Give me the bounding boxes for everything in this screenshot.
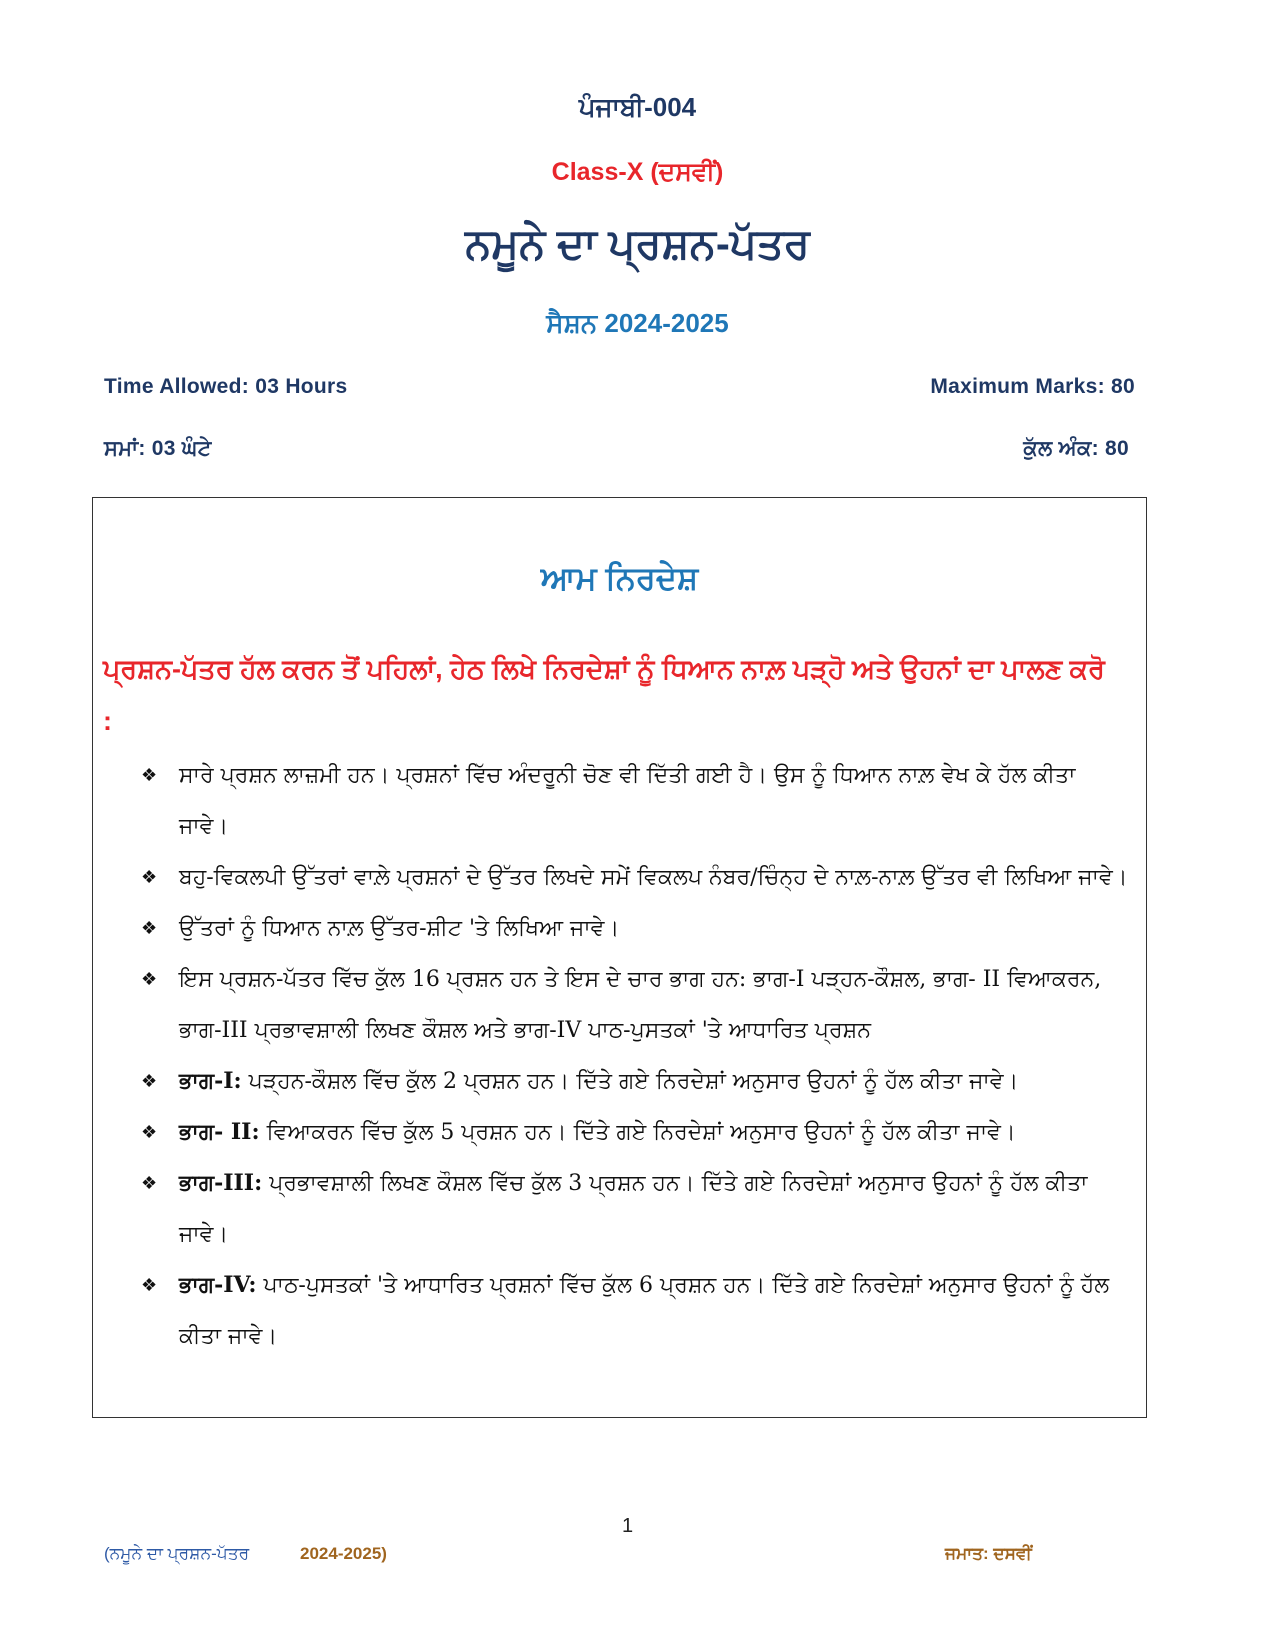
diamond-bullet-icon: ❖	[141, 1122, 158, 1143]
footer-paper-label: (ਨਮੂਨੇ ਦਾ ਪ੍ਰਸ਼ਨ-ਪੱਤਰ	[104, 1544, 250, 1563]
session-label: ਸੈਸ਼ਨ 2024-2025	[546, 308, 729, 338]
section-label: ਭਾਗ-I:	[179, 1068, 242, 1094]
page-title: ਨਮੂਨੇ ਦਾ ਪ੍ਰਸ਼ਨ-ਪੱਤਰ	[465, 220, 810, 267]
instructions-list	[141, 750, 1131, 1362]
instruction-item	[141, 1260, 1131, 1362]
instruction-text: ਬਹੁ-ਵਿਕਲਪੀ ਉੱਤਰਾਂ ਵਾਲ਼ੇ ਪ੍ਰਸ਼ਨਾਂ ਦੇ ਉੱਤਰ ਲਿਖਦੇ ਸਮੇਂ ਵਿਕਲਪ ਨੰਬਰ/ਚਿੰਨ੍ਹ ਦੇ ਨਾਲ਼-ਨਾਲ਼ ਉੱਤਰ ਵੀ ਲਿਖਿਆ ਜਾਵੇ।	[179, 865, 1128, 890]
diamond-bullet-icon: ❖	[141, 1071, 158, 1092]
subject-code: ਪੰਜਾਬੀ-004	[578, 92, 697, 122]
section-label: ਭਾਗ-III:	[179, 1170, 263, 1196]
instruction-item	[141, 1056, 1131, 1107]
instructions-intro: ਪ੍ਰਸ਼ਨ-ਪੱਤਰ ਹੱਲ ਕਰਨ ਤੋਂ ਪਹਿਲਾਂ, ਹੇਠ ਲਿਖੇ ਨਿਰਦੇਸ਼ਾਂ ਨੂੰ ਧਿਆਨ ਨਾਲ਼ ਪੜ੍ਹੋ ਅਤੇ ਉਹਨਾਂ ਦਾ ਪਾਲਣ ਕਰੋ :	[103, 654, 1105, 736]
instruction-item	[141, 954, 1131, 1056]
section-label: ਭਾਗ- II:	[179, 1119, 260, 1145]
time-allowed-punjabi: ਸਮਾਂ: 03 ਘੰਟੇ	[104, 437, 212, 460]
instructions-heading: ਆਮ ਨਿਰਦੇਸ਼	[540, 560, 699, 596]
diamond-bullet-icon: ❖	[141, 765, 158, 786]
instruction-text: ਪਾਠ-ਪੁਸਤਕਾਂ 'ਤੇ ਆਧਾਰਿਤ ਪ੍ਰਸ਼ਨਾਂ ਵਿੱਚ ਕੁੱਲ 6 ਪ੍ਰਸ਼ਨ ਹਨ। ਦਿੱਤੇ ਗਏ ਨਿਰਦੇਸ਼ਾਂ ਅਨੁਸਾਰ ਉਹਨਾਂ ਨੂੰ ਹੱਲ ਕੀਤਾ ਜਾਵੇ।	[179, 1273, 1110, 1349]
diamond-bullet-icon: ❖	[141, 1173, 158, 1194]
maximum-marks-english: Maximum Marks: 80	[930, 375, 1135, 398]
time-allowed-english: Time Allowed: 03 Hours	[104, 375, 348, 398]
instruction-text: ਸਾਰੇ ਪ੍ਰਸ਼ਨ ਲਾਜ਼ਮੀ ਹਨ। ਪ੍ਰਸ਼ਨਾਂ ਵਿੱਚ ਅੰਦਰੂਨੀ ਚੋਣ ਵੀ ਦਿੱਤੀ ਗਈ ਹੈ। ਉਸ ਨੂੰ ਧਿਆਨ ਨਾਲ਼ ਵੇਖ ਕੇ ਹੱਲ ਕੀਤਾ ਜਾਵੇ।	[179, 763, 1076, 839]
instruction-item	[141, 1107, 1131, 1158]
general-instructions-box	[92, 497, 1147, 1418]
footer-year: 2024-2025)	[300, 1544, 387, 1563]
diamond-bullet-icon: ❖	[141, 969, 158, 990]
instruction-item	[141, 852, 1131, 903]
instruction-text: ਪੜ੍ਹਨ-ਕੌਸ਼ਲ ਵਿੱਚ ਕੁੱਲ 2 ਪ੍ਰਸ਼ਨ ਹਨ। ਦਿੱਤੇ ਗਏ ਨਿਰਦੇਸ਼ਾਂ ਅਨੁਸਾਰ ਉਹਨਾਂ ਨੂੰ ਹੱਲ ਕੀਤਾ ਜਾਵੇ।	[241, 1069, 1019, 1094]
instruction-text: ਵਿਆਕਰਨ ਵਿੱਚ ਕੁੱਲ 5 ਪ੍ਰਸ਼ਨ ਹਨ। ਦਿੱਤੇ ਗਏ ਨਿਰਦੇਸ਼ਾਂ ਅਨੁਸਾਰ ਉਹਨਾਂ ਨੂੰ ਹੱਲ ਕੀਤਾ ਜਾਵੇ।	[259, 1120, 1016, 1145]
instruction-item	[141, 750, 1131, 852]
instruction-item	[141, 1158, 1131, 1260]
maximum-marks-punjabi: ਕੁੱਲ ਅੰਕ: 80	[1023, 437, 1129, 460]
diamond-bullet-icon: ❖	[141, 918, 158, 939]
page-number: 1	[621, 1515, 634, 1537]
footer-class-label: ਜਮਾਤ: ਦਸਵੀਂ	[945, 1544, 1032, 1563]
instruction-item	[141, 903, 1131, 954]
diamond-bullet-icon: ❖	[141, 867, 158, 888]
instruction-text: ਪ੍ਰਭਾਵਸ਼ਾਲੀ ਲਿਖਣ ਕੌਸ਼ਲ ਵਿੱਚ ਕੁੱਲ 3 ਪ੍ਰਸ਼ਨ ਹਨ। ਦਿੱਤੇ ਗਏ ਨਿਰਦੇਸ਼ਾਂ ਅਨੁਸਾਰ ਉਹਨਾਂ ਨੂੰ ਹੱਲ ਕੀਤਾ ਜਾਵੇ।	[179, 1171, 1088, 1247]
instruction-text: ਇਸ ਪ੍ਰਸ਼ਨ-ਪੱਤਰ ਵਿੱਚ ਕੁੱਲ 16 ਪ੍ਰਸ਼ਨ ਹਨ ਤੇ ਇਸ ਦੇ ਚਾਰ ਭਾਗ ਹਨ: ਭਾਗ-I ਪੜ੍ਹਨ-ਕੌਸ਼ਲ, ਭਾਗ- II ਵਿਆਕਰਨ, ਭਾਗ-III ਪ੍ਰਭਾਵਸ਼ਾਲੀ ਲਿਖਣ ਕੌਸ਼ਲ ਅਤੇ ਭਾਗ-IV ਪਾਠ-ਪੁਸਤਕਾਂ 'ਤੇ ਆਧਾਰਿਤ ਪ੍ਰਸ਼ਨ	[179, 967, 1102, 1043]
class-label: Class-X (ਦਸਵੀਂ)	[551, 158, 724, 186]
instruction-text: ਉੱਤਰਾਂ ਨੂੰ ਧਿਆਨ ਨਾਲ਼ ਉੱਤਰ-ਸ਼ੀਟ 'ਤੇ ਲਿਖਿਆ ਜਾਵੇ।	[179, 916, 620, 941]
section-label: ਭਾਗ-IV:	[179, 1272, 257, 1298]
diamond-bullet-icon: ❖	[141, 1275, 158, 1296]
